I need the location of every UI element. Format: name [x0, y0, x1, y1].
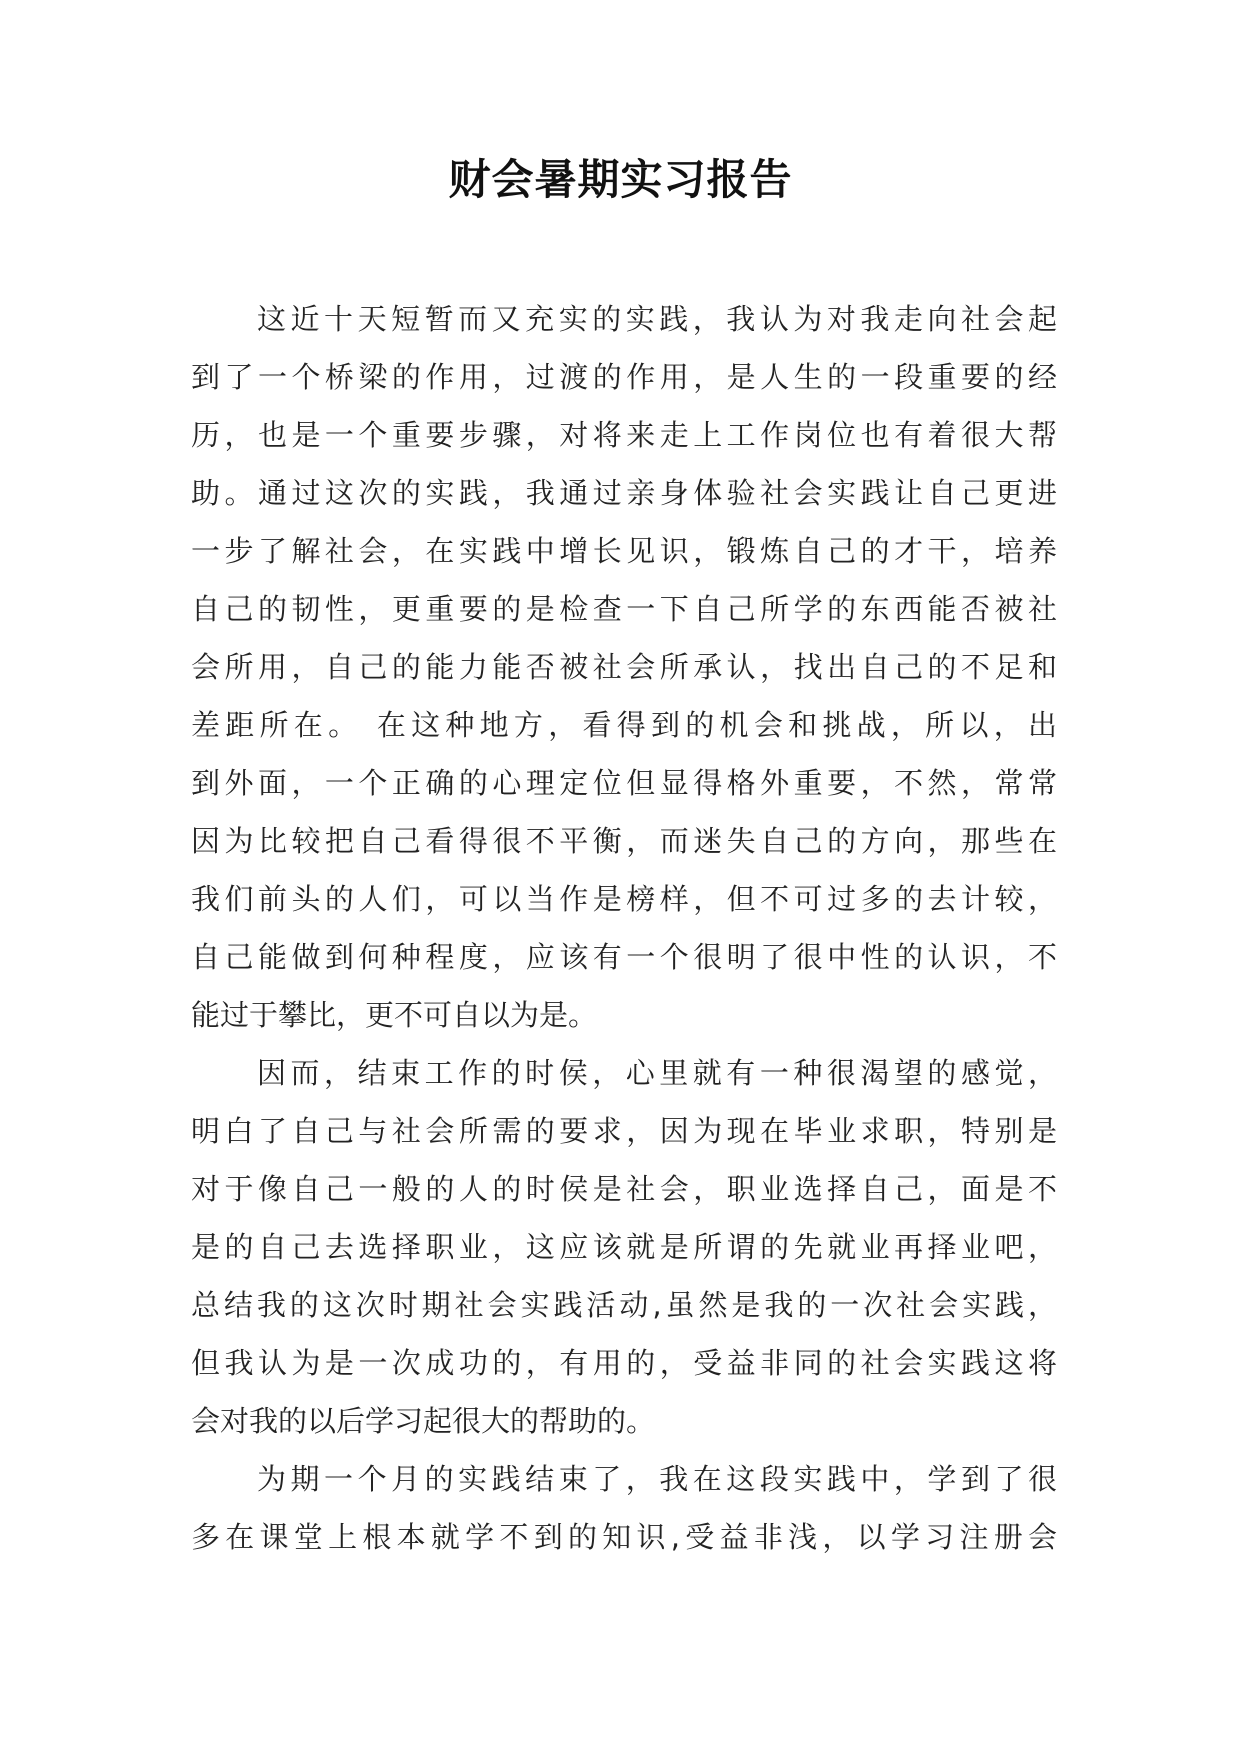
text-line: 总结我的这次时期社会实践活动,虽然是我的一次社会实践，: [191, 1288, 1057, 1322]
text-line: 历，也是一个重要步骤，对将来走上工作岗位也有着很大帮: [191, 418, 1057, 452]
text-line: 助。通过这次的实践，我通过亲身体验社会实践让自己更进: [191, 476, 1057, 510]
paragraph-1: [191, 290, 1057, 1044]
text-line: 为期一个月的实践结束了，我在这段实践中，学到了很: [257, 1462, 1057, 1496]
text-line: 是的自己去选择职业，这应该就是所谓的先就业再择业吧，: [191, 1230, 1057, 1264]
text-line: 我们前头的人们，可以当作是榜样，但不可过多的去计较，: [191, 882, 1057, 916]
document-body: [191, 290, 1057, 1566]
text-line: 到外面，一个正确的心理定位但显得格外重要，不然，常常: [191, 766, 1057, 800]
text-line: 自己的韧性，更重要的是检查一下自己所学的东西能否被社: [191, 592, 1057, 626]
text-line: 对于像自己一般的人的时侯是社会，职业选择自己，面是不: [191, 1172, 1057, 1206]
text-line: 多在课堂上根本就学不到的知识,受益非浅，以学习注册会: [191, 1520, 1057, 1554]
text-line: 这近十天短暂而又充实的实践，我认为对我走向社会起: [257, 302, 1057, 336]
text-line: 差距所在。 在这种地方，看得到的机会和挑战，所以，出: [191, 708, 1057, 742]
text-line: 自己能做到何种程度，应该有一个很明了很中性的认识，不: [191, 940, 1057, 974]
text-line: 一步了解社会，在实践中增长见识，锻炼自己的才干，培养: [191, 534, 1057, 568]
text-line: 会所用，自己的能力能否被社会所承认，找出自己的不足和: [191, 650, 1057, 684]
paragraph-2: [191, 1044, 1057, 1450]
text-line: 到了一个桥梁的作用，过渡的作用，是人生的一段重要的经: [191, 360, 1057, 394]
text-line: 但我认为是一次成功的，有用的，受益非同的社会实践这将: [191, 1346, 1057, 1380]
text-line: 能过于攀比，更不可自以为是。: [191, 998, 598, 1032]
document-title: 财会暑期实习报告: [448, 155, 793, 204]
paragraph-3: [191, 1450, 1057, 1566]
text-line: 因为比较把自己看得很不平衡，而迷失自己的方向，那些在: [191, 824, 1057, 858]
text-line: 明白了自己与社会所需的要求，因为现在毕业求职，特别是: [191, 1114, 1057, 1148]
text-line: 因而，结束工作的时侯，心里就有一种很渴望的感觉，: [257, 1056, 1057, 1090]
text-line: 会对我的以后学习起很大的帮助的。: [191, 1404, 656, 1438]
